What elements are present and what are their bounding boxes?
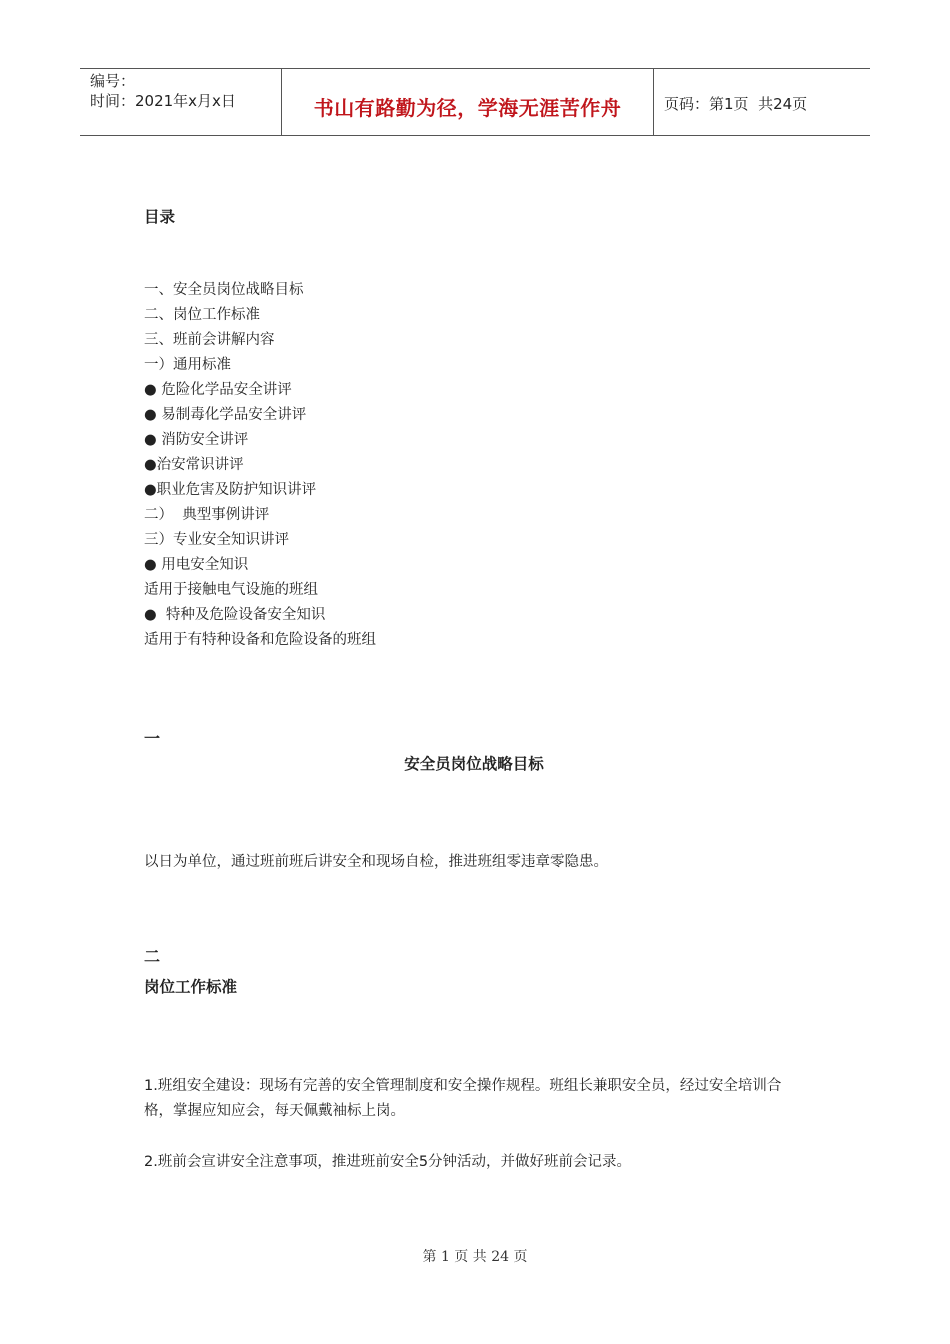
header-page-info: 页码：第1页 共24页 bbox=[664, 95, 808, 113]
toc-item: 一）通用标准 bbox=[144, 357, 231, 373]
section1-number: 一 bbox=[144, 729, 161, 748]
toc-item: ● 用电安全知识 bbox=[144, 557, 249, 573]
section1-title: 安全员岗位战略目标 bbox=[404, 755, 544, 773]
toc-item: 适用于有特种设备和危险设备的班组 bbox=[144, 632, 376, 648]
document-number-label: 编号： bbox=[90, 72, 136, 90]
toc-item: 三、班前会讲解内容 bbox=[144, 332, 275, 348]
toc-title: 目录 bbox=[144, 208, 176, 226]
header-motto: 书山有路勤为径，学海无涯苦作舟 bbox=[313, 96, 622, 120]
header-page-cell bbox=[654, 69, 870, 135]
section2-paragraph-1: 1.班组安全建设：现场有完善的安全管理制度和安全操作规程。班组长兼职安全员，经过安全培训合格，掌握应知应会，每天佩戴袖标上岗。 bbox=[144, 1078, 782, 1119]
footer-page-number: 第 1 页 共 24 页 bbox=[422, 1249, 528, 1265]
toc-item: ● 易制毒化学品安全讲评 bbox=[144, 407, 307, 423]
toc-item: ●职业危害及防护知识讲评 bbox=[144, 482, 317, 498]
toc-item: ●治安常识讲评 bbox=[144, 457, 244, 473]
header-motto-cell bbox=[282, 69, 654, 135]
document-time-label: 时间：2021年x月x日 bbox=[90, 92, 236, 110]
section2-number: 二 bbox=[144, 947, 161, 966]
toc-item: ● 特种及危险设备安全知识 bbox=[144, 607, 326, 623]
header-meta-cell bbox=[80, 69, 282, 135]
toc-list bbox=[144, 278, 376, 653]
toc-item: 二、岗位工作标准 bbox=[144, 307, 260, 323]
toc-item: ● 危险化学品安全讲评 bbox=[144, 382, 292, 398]
toc-item: ● 消防安全讲评 bbox=[144, 432, 249, 448]
toc-item: 适用于接触电气设施的班组 bbox=[144, 582, 318, 598]
section2-title: 岗位工作标准 bbox=[144, 978, 238, 996]
toc-item: 三）专业安全知识讲评 bbox=[144, 532, 289, 548]
document-header bbox=[80, 68, 870, 136]
section2-paragraph-2: 2.班前会宣讲安全注意事项，推进班前安全5分钟活动，并做好班前会记录。 bbox=[144, 1154, 632, 1170]
toc-item: 一、安全员岗位战略目标 bbox=[144, 282, 304, 298]
toc-item: 二） 典型事例讲评 bbox=[144, 507, 270, 523]
section1-paragraph: 以日为单位，通过班前班后讲安全和现场自检，推进班组零违章零隐患。 bbox=[144, 854, 608, 870]
page-footer bbox=[0, 1246, 950, 1266]
